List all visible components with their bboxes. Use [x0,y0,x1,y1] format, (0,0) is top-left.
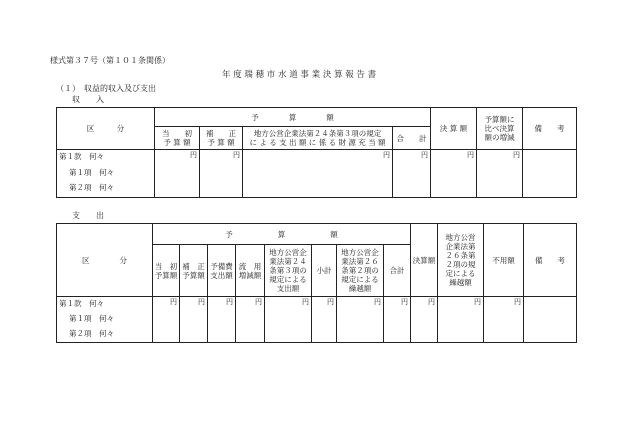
expense-cell-unused [484,297,524,343]
income-col-remarks: 備 考 [523,108,577,150]
income-label: 収 入 [72,95,104,104]
expense-cell-carryover [438,297,484,343]
expense-row-1: 第１款 何々 [59,299,104,308]
expense-cell-law24 [265,297,312,343]
section-heading: （１） 収益的収入及び支出 [56,84,156,93]
expense-col-carryover: 地方公営 企業法第 ２６条第 ２項の規 定による 繰越額 [438,224,484,297]
expense-col-transfer: 流 用 増減額 [236,245,265,297]
yen-unit: 円 [226,298,233,306]
expense-col-remarks: 備 考 [524,224,577,297]
yen-unit: 円 [383,151,390,159]
yen-unit: 円 [513,151,520,159]
expense-col-unused: 不用額 [484,224,524,297]
income-row-labels [57,150,155,198]
yen-unit: 円 [233,151,240,159]
income-col-category: 区 分 [57,108,155,150]
yen-unit: 円 [190,151,197,159]
expense-cell-law26 [337,297,384,343]
expense-col-subtotal: 小計 [312,245,337,297]
expense-row-2: 第１項 何々 [69,314,114,323]
income-row-3: 第２項 何々 [69,183,114,192]
income-col-total: 合 計 [393,127,431,150]
yen-unit: 円 [421,151,428,159]
yen-unit: 円 [170,298,177,306]
income-col-supplementary: 補 正 予 算 額 [200,127,243,150]
yen-unit: 円 [467,151,474,159]
expense-col-law26: 地方公営企 業法第２６ 条第２項の 規定による 繰越額 [337,245,384,297]
income-cell-law24 [243,150,393,198]
expense-row-labels [57,297,153,343]
report-title: 年 度 瑞 穂 市 水 道 事 業 決 算 報 告 書 [222,70,377,80]
expense-cell-settlement [411,297,438,343]
expense-col-budget: 予 算 額 [153,224,411,245]
yen-unit: 円 [198,298,205,306]
expense-cell-initial [153,297,180,343]
yen-unit: 円 [428,298,435,306]
expense-col-supplementary: 補 正 予算額 [180,245,208,297]
expense-cell-total [384,297,411,343]
yen-unit: 円 [474,298,481,306]
expense-label: 支 出 [72,211,104,220]
income-col-initial: 当 初 予 算 額 [155,127,200,150]
yen-unit: 円 [255,298,262,306]
income-row-2: 第１項 何々 [69,168,114,177]
income-col-law24: 地方公営企業法第２４条第３項の規定 に よ る 支 出 額 に 係 る 財 源 充 当 額 [243,127,393,150]
expense-col-reserve: 予備費 支出額 [208,245,236,297]
expense-col-settlement: 決算額 [411,224,438,297]
expense-col-initial: 当 初 予算額 [153,245,180,297]
income-cell-initial [155,150,200,198]
income-col-settlement: 決 算 額 [431,108,477,150]
yen-unit: 円 [327,298,334,306]
income-row-1: 第１款 何々 [59,152,104,161]
expense-cell-remarks [524,297,577,343]
expense-cell-reserve [208,297,236,343]
yen-unit: 円 [514,298,521,306]
yen-unit: 円 [401,298,408,306]
yen-unit: 円 [302,298,309,306]
income-cell-total [393,150,431,198]
expense-cell-subtotal [312,297,337,343]
expense-cell-supplementary [180,297,208,343]
income-col-budget: 予 算 額 [155,108,431,127]
expense-cell-transfer [236,297,265,343]
form-number: 様式第３７号（第１０１条関係） [50,56,170,65]
expense-table [56,223,577,343]
expense-col-category: 区 分 [57,224,153,297]
income-cell-supplementary [200,150,243,198]
income-table [56,107,577,198]
income-cell-diff [477,150,523,198]
expense-row-3: 第２項 何々 [69,329,114,338]
expense-col-law24: 地方公営企 業法第２４ 条第３項の 規定による 支出額 [265,245,312,297]
income-cell-settlement [431,150,477,198]
yen-unit: 円 [374,298,381,306]
income-cell-remarks [523,150,577,198]
income-col-diff: 予算額に 比べ決算 額の増減 [477,108,523,150]
expense-col-total: 合計 [384,245,411,297]
